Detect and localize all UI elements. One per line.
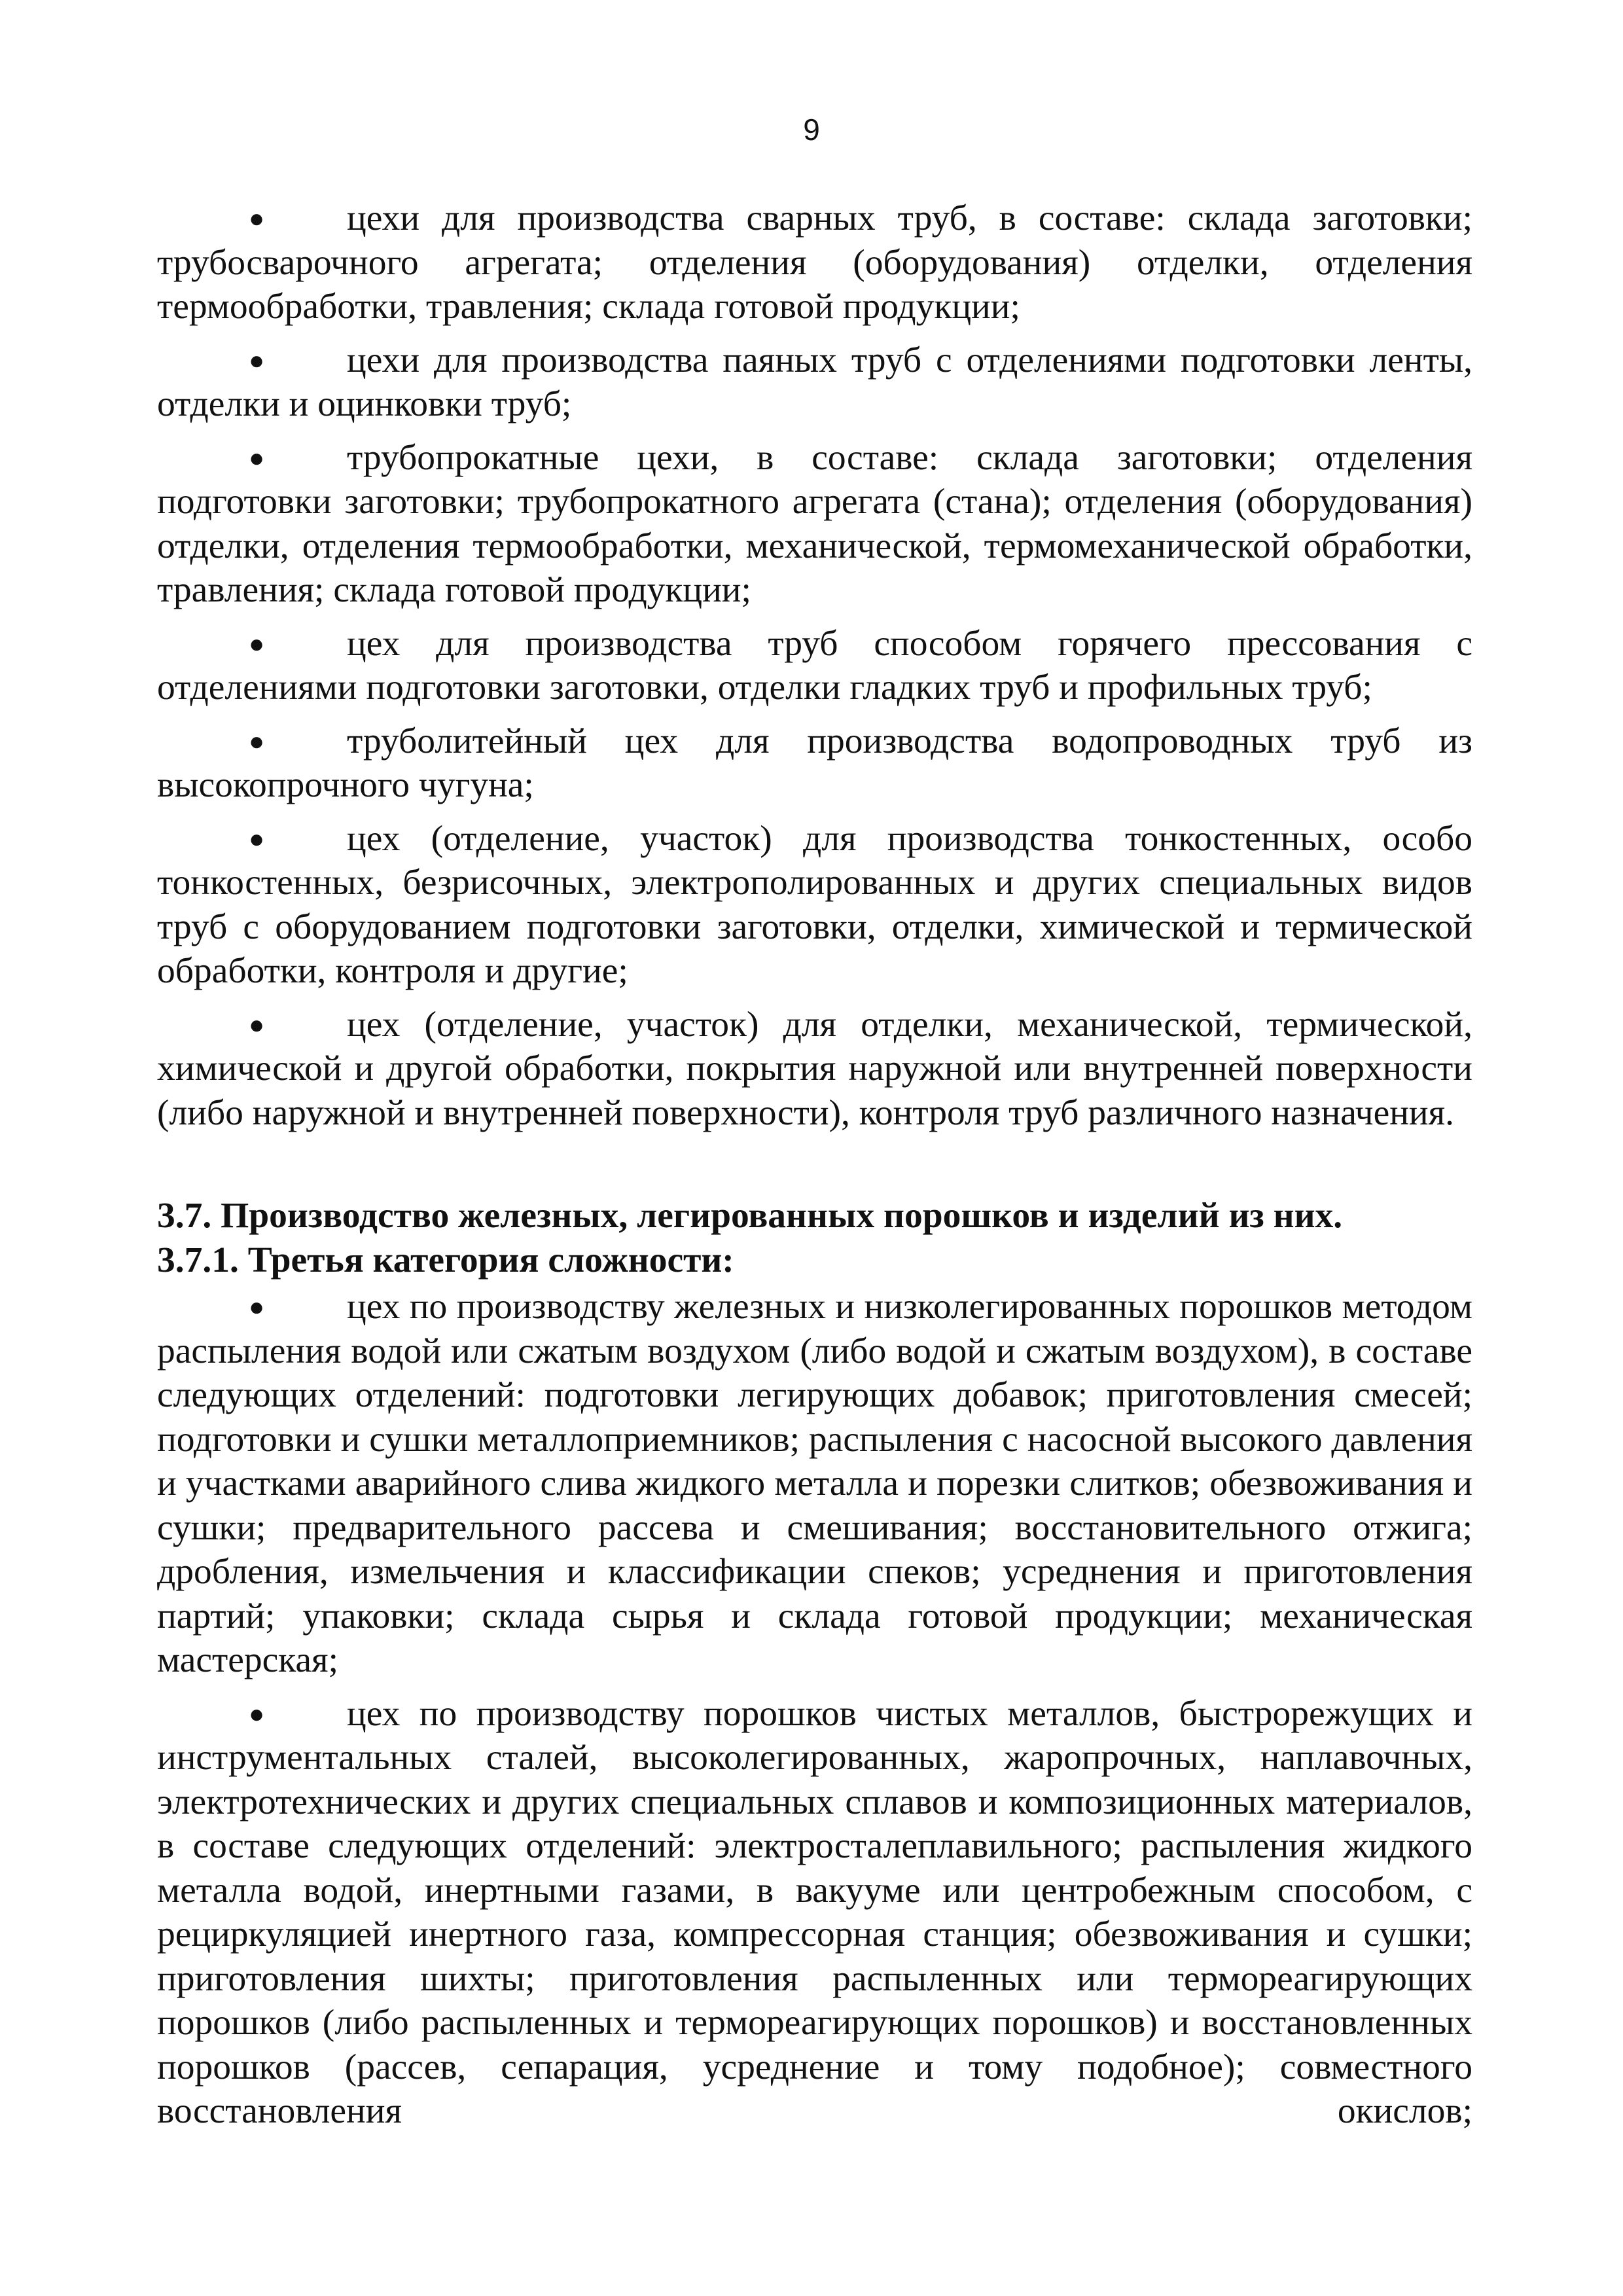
list-item [157, 719, 1472, 808]
list-item [157, 196, 1472, 329]
pipe-workshops-list [157, 196, 1472, 1135]
bullet-icon: ● [249, 345, 265, 375]
list-item-text: цех (отделение, участок) для производства тонкостенных, особо тонкостенных, безрисочных, электрополированных и других специальных видов труб с оборудованием подготовки заготовки, отделки, химической и термической обработки, контроля и другие; [157, 818, 1472, 991]
list-item [157, 338, 1472, 427]
list-item-text: цех для производства труб способом горячего прессования с отделениями подготовки заготовки, отделки гладких труб и профильных труб; [157, 623, 1472, 708]
list-item-text: трубопрокатные цехи, в составе: склада заготовки; отделения подготовки заготовки; трубопрокатного агрегата (стана); отделения (оборудования) отделки, отделения термообработки, механической, термомеханической обработки, травления; склада готовой продукции; [157, 437, 1472, 610]
bullet-icon: ● [249, 628, 265, 658]
bullet-icon: ● [249, 204, 265, 233]
bullet-icon: ● [249, 442, 265, 473]
list-item [157, 817, 1472, 994]
bullet-icon: ● [249, 1698, 265, 1729]
list-item-text: цех по производству порошков чистых металлов, быстрорежущих и инструментальных сталей, высоколегированных, жаропрочных, наплавочных, электротехнических и других специальных сплавов и композиционных материалов, в составе следующих отделений: электросталеплавильного; распыления жидкого металла водой, инертными газами, в вакууме или центробежным способом, с рециркуляцией инертного газа, компрессорная станция; обезвоживания и сушки; приготовления шихты; приготовления распыленных или термореагирующих порошков (либо распыленных и термореагирующих порошков) и восстановленных порошков (рассев, сепарация, усреднение и тому подобное); совместного восстановления окислов; [157, 1693, 1472, 2131]
bullet-icon: ● [249, 1292, 265, 1321]
list-item [157, 1692, 1472, 2134]
list-item-text: цехи для производства паяных труб с отделениями подготовки ленты, отделки и оцинковки труб; [157, 340, 1472, 424]
bullet-icon: ● [249, 726, 265, 756]
list-item-text: труболитейный цех для производства водопроводных труб из высокопрочного чугуна; [157, 721, 1472, 805]
bullet-icon: ● [249, 823, 265, 853]
section-heading: 3.7. Производство железных, легированных порошков и изделий из них. [157, 1196, 1343, 1236]
list-item [157, 1285, 1472, 1683]
list-item [157, 1003, 1472, 1136]
page-number: 9 [803, 113, 820, 147]
list-item-text: цех (отделение, участок) для отделки, механической, термической, химической и другой обработки, покрытия наружной или внутренней поверхности (либо наружной и внутренней поверхности), контроля труб различного назначения. [157, 1004, 1472, 1133]
list-item [157, 622, 1472, 710]
document-body [157, 196, 1472, 2143]
list-item-text: цех по производству железных и низколегированных порошков методом распыления водой или сжатым воздухом (либо водой и сжатым воздухом), в составе следующих отделений: подготовки легирующих добавок; приготовления смесей; подготовки и сушки металлоприемников; распыления с насосной высокого давления и участками аварийного слива жидкого металла и порезки слитков; обезвоживания и сушки; предварительного рассева и смешивания; восстановительного отжига; дробления, измельчения и классификации спеков; усреднения и приготовления партий; упаковки; склада сырья и склада готовой продукции; механическая мастерская; [157, 1287, 1472, 1680]
bullet-icon: ● [249, 1009, 265, 1039]
subsection-heading: 3.7.1. Третья категория сложности: [157, 1240, 734, 1280]
list-item-text: цехи для производства сварных труб, в составе: склада заготовки; трубосварочного агрегата; отделения (оборудования) отделки, отделения термообработки, травления; склада готовой продукции; [157, 198, 1472, 327]
list-item [157, 436, 1472, 613]
powder-workshops-list [157, 1285, 1472, 2134]
